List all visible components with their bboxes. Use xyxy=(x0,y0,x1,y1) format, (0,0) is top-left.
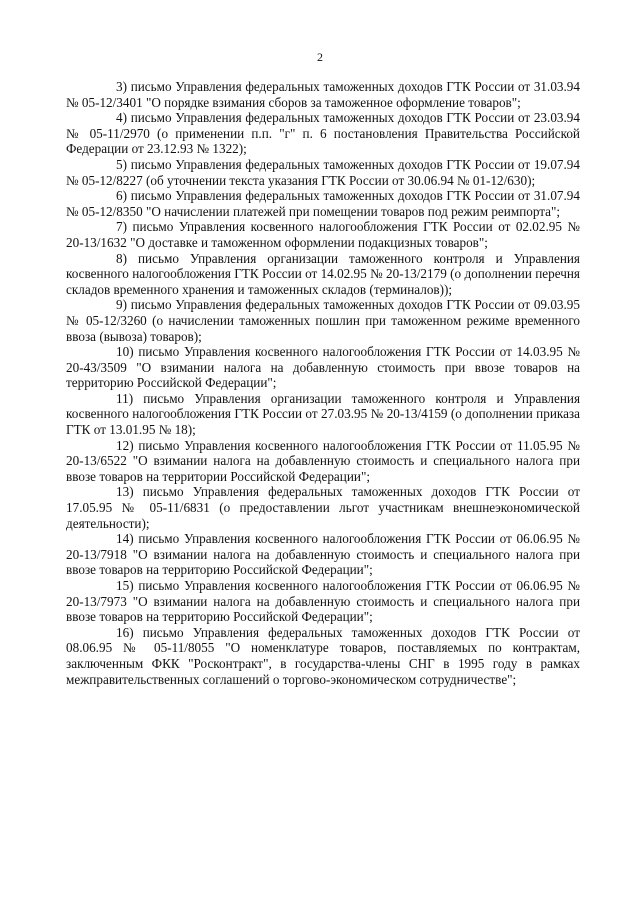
list-item xyxy=(66,110,580,157)
list-item xyxy=(66,438,580,485)
document-body xyxy=(66,79,580,687)
list-item xyxy=(66,344,580,391)
item-number: 16) xyxy=(116,624,134,640)
item-number: 3) xyxy=(116,79,127,94)
item-number: 9) xyxy=(116,297,127,313)
list-item xyxy=(66,297,580,344)
item-number: 4) xyxy=(116,110,127,126)
item-text: письмо Управления косвенного налогообложения ГТК России от 02.02.95 № 20-13/1632 "О доставке и таможенном оформлении подакцизных товаров"; xyxy=(66,219,581,250)
item-number: 12) xyxy=(116,437,134,453)
list-item xyxy=(66,157,580,188)
item-text: письмо Управления косвенного налогообложения ГТК России от 06.06.95 № 20-13/7918 "О взимании налога на добавленную стоимость и специального налога при ввозе товаров на территорию Российской Федерации"; xyxy=(66,531,581,578)
item-text: письмо Управления федеральных таможенных доходов ГТК России от 31.07.94 № 05-12/8350 "О начислении платежей при помещении товаров под режим реимпорта"; xyxy=(66,188,580,219)
item-number: 14) xyxy=(116,531,134,547)
list-item xyxy=(66,531,580,578)
item-text: письмо Управления федеральных таможенных доходов ГТК России от 31.03.94 № 05-12/3401 "О порядке взимания сборов за таможенное оформление товаров"; xyxy=(66,79,580,110)
item-number: 15) xyxy=(116,578,134,593)
item-number: 6) xyxy=(116,188,127,204)
item-text: письмо Управления косвенного налогообложения ГТК России от 06.06.95 № 20-13/7973 "О взимании налога на добавленную стоимость и специального налога при ввозе товаров на территорию Российской Федерации"; xyxy=(66,578,581,625)
item-text: письмо Управления косвенного налогообложения ГТК России от 14.03.95 № 20-43/3509 "О взимании налога на добавленную стоимость при ввозе товаров на территорию Российской Федерации"; xyxy=(66,344,581,391)
list-item xyxy=(66,391,580,438)
list-item xyxy=(66,625,580,687)
item-number: 8) xyxy=(116,250,127,266)
list-item xyxy=(66,578,580,625)
item-text: письмо Управления организации таможенного контроля и Управления косвенного налогообложения ГТК России от 14.02.95 № 20-13/2179 (о дополнении перечня складов временного хранения и таможенных складов (терминалов)); xyxy=(66,250,580,297)
list-item xyxy=(66,79,580,110)
item-text: письмо Управления федеральных таможенных доходов ГТК России от 23.03.94 № 05-11/2970 (о применении п.п. "г" п. 6 постановления Правительства Российской Федерации от 23.12.93 № 1322); xyxy=(66,110,580,157)
item-text: письмо Управления косвенного налогообложения ГТК России от 11.05.95 № 20-13/6522 "О взимании налога на добавленную стоимость и специального налога при ввозе товаров на территории Российской Федерации"; xyxy=(66,437,581,484)
item-text: письмо Управления организации таможенного контроля и Управления косвенного налогообложения ГТК России от 27.03.95 № 20-13/4159 (о дополнении приказа ГТК от 13.01.95 № 18); xyxy=(66,390,581,438)
item-number: 11) xyxy=(116,390,134,406)
item-number: 7) xyxy=(116,219,127,235)
item-text: письмо Управления федеральных таможенных доходов ГТК России от 09.03.95 № 05-12/3260 (о начислении таможенных пошлин при таможенном режиме временного ввоза (вывоза) товаров); xyxy=(66,297,580,344)
list-item xyxy=(66,251,580,298)
item-text: письмо Управления федеральных таможенных доходов ГТК России от 08.06.95 № 05-11/8055 "О номенклатуре товаров, поставляемых по контрактам, заключенным ФКК "Росконтракт", в государства-члены СНГ в 1995 году в рамках межправительственных соглашений о торгово-экономическом сотрудничестве"; xyxy=(66,624,580,687)
item-text: письмо Управления федеральных таможенных доходов ГТК России от 17.05.95 № 05-11/6831 (о предоставлении льгот участникам внешнеэкономической деятельности); xyxy=(66,484,580,531)
item-number: 10) xyxy=(116,344,134,360)
page-number: 2 xyxy=(317,50,323,64)
list-item xyxy=(66,484,580,531)
item-number: 13) xyxy=(116,484,134,500)
item-text: письмо Управления федеральных таможенных доходов ГТК России от 19.07.94 № 05-12/8227 (об уточнении текста указания ГТК России от 30.06.94 № 01-12/630); xyxy=(66,156,580,188)
item-number: 5) xyxy=(116,156,127,172)
list-item xyxy=(66,188,580,219)
list-item xyxy=(66,219,580,250)
